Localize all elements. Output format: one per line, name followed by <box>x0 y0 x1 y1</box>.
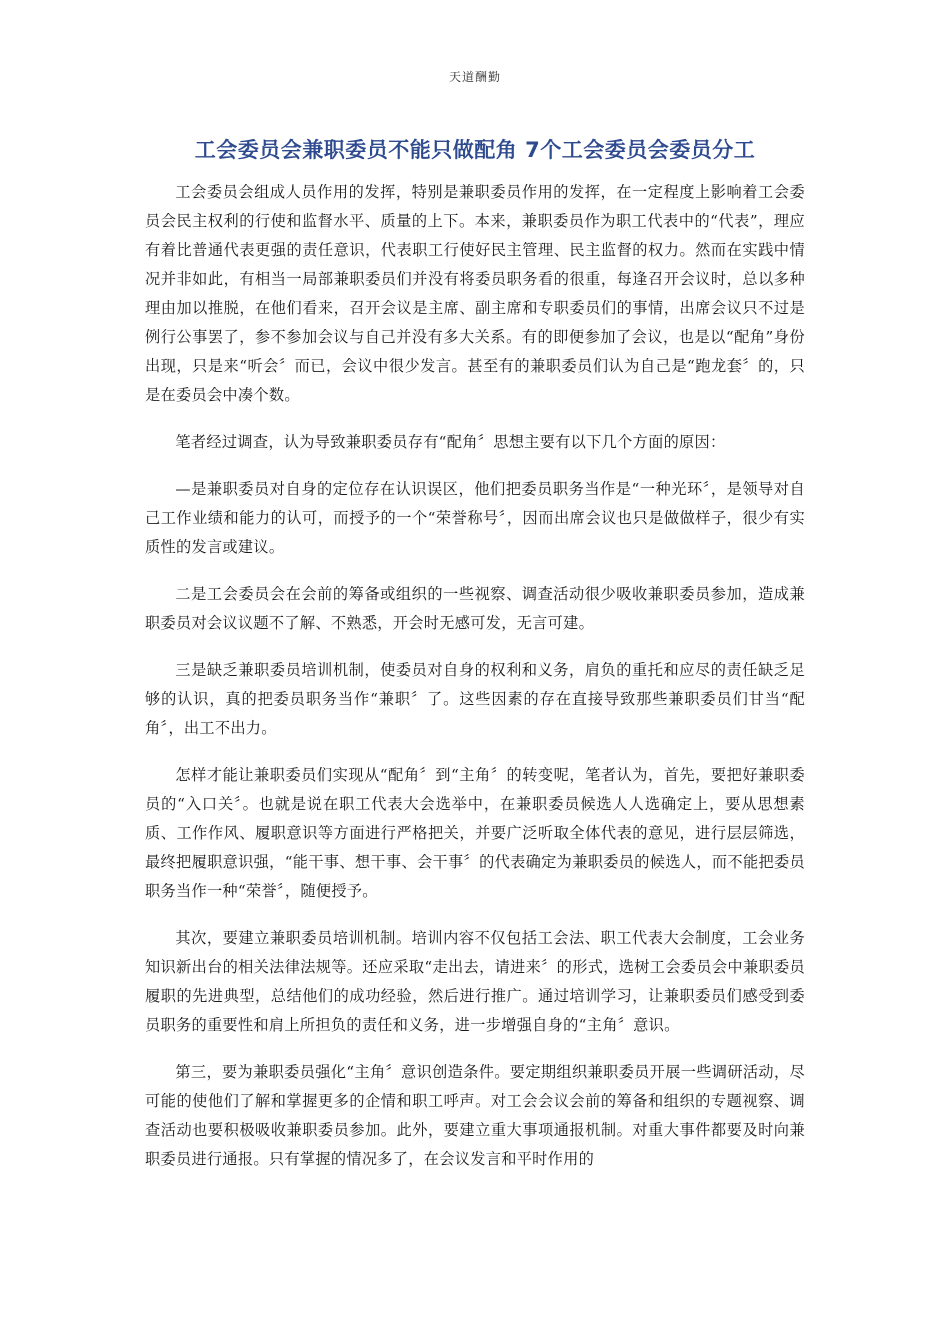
document-body <box>145 178 805 1192</box>
paragraph-2: 笔者经过调查，认为导致兼职委员存有“配角〞思想主要有以下几个方面的原因： <box>175 433 726 451</box>
paragraph-3: —是兼职委员对自身的定位存在认识误区，他们把委员职务当作是“一种光环〞，是领导对自己工作业绩和能力的认可，而授予的一个“荣誉称号〞，因而出席会议也只是做做样子，很少有实质性的发言或建议。 <box>145 480 805 556</box>
page-header: 天道酬勤 <box>448 70 501 84</box>
paragraph-5: 三是缺乏兼职委员培训机制，使委员对自身的权利和义务，肩负的重托和应尽的责任缺乏足够的认识，真的把委员职务当作“兼职〞了。这些因素的存在直接导致那些兼职委员们甘当“配角〞，出工不出力。 <box>145 661 805 737</box>
paragraph-4: 二是工会委员会在会前的筹备或组织的一些视察、调查活动很少吸收兼职委员参加，造成兼职委员对会议议题不了解、不熟悉，开会时无感可发，无言可建。 <box>145 585 805 632</box>
paragraph-1: 工会委员会组成人员作用的发挥，特别是兼职委员作用的发挥，在一定程度上影响着工会委员会民主权利的行使和监督水平、质量的上下。本来，兼职委员作为职工代表中的“代表”，理应有着比普通代表更强的责任意识，代表职工行使好民主管理、民主监督的权力。然而在实践中情况并非如此，有相当一局部兼职委员们并没有将委员职务看的很重，每逢召开会议时，总以多种理由加以推脱，在他们看来，召开会议是主席、副主席和专职委员们的事情，出席会议只不过是例行公事罢了，参不参加会议与自己并没有多大关系。有的即便参加了会议，也是以“配角”身份出现，只是来“听会〞而已，会议中很少发言。甚至有的兼职委员们认为自己是“跑龙套〞的，只是在委员会中凑个数。 <box>145 183 805 404</box>
paragraph-8: 第三，要为兼职委员强化“主角〞意识创造条件。要定期组织兼职委员开展一些调研活动，尽可能的使他们了解和掌握更多的企情和职工呼声。对工会会议会前的筹备和组织的专题视察、调查活动也要积极吸收兼职委员参加。此外，要建立重大事项通报机制。对重大事件都要及时向兼职委员进行通报。只有掌握的情况多了，在会议发言和平时作用的 <box>145 1063 805 1168</box>
paragraph-6: 怎样才能让兼职委员们实现从“配角〞到“主角〞的转变呢，笔者认为，首先，要把好兼职委员的“入口关〞。也就是说在职工代表大会选举中，在兼职委员候选人人选确定上，要从思想素质、工作作风、履职意识等方面进行严格把关，并要广泛听取全体代表的意见，进行层层筛选，最终把履职意识强，“能干事、想干事、会干事〞的代表确定为兼职委员的候选人，而不能把委员职务当作一种“荣誉〞，随便授予。 <box>145 766 805 900</box>
paragraph-7: 其次，要建立兼职委员培训机制。培训内容不仅包括工会法、职工代表大会制度，工会业务知识新出台的相关法律法规等。还应采取“走出去，请进来〞的形式，选树工会委员会中兼职委员履职的先进典型，总结他们的成功经验，然后进行推广。通过培训学习，让兼职委员们感受到委员职务的重要性和肩上所担负的责任和义务，进一步增强自身的“主角〞意识。 <box>145 929 805 1034</box>
document-title: 工会委员会兼职委员不能只做配角 7个工会委员会委员分工 <box>194 138 756 162</box>
